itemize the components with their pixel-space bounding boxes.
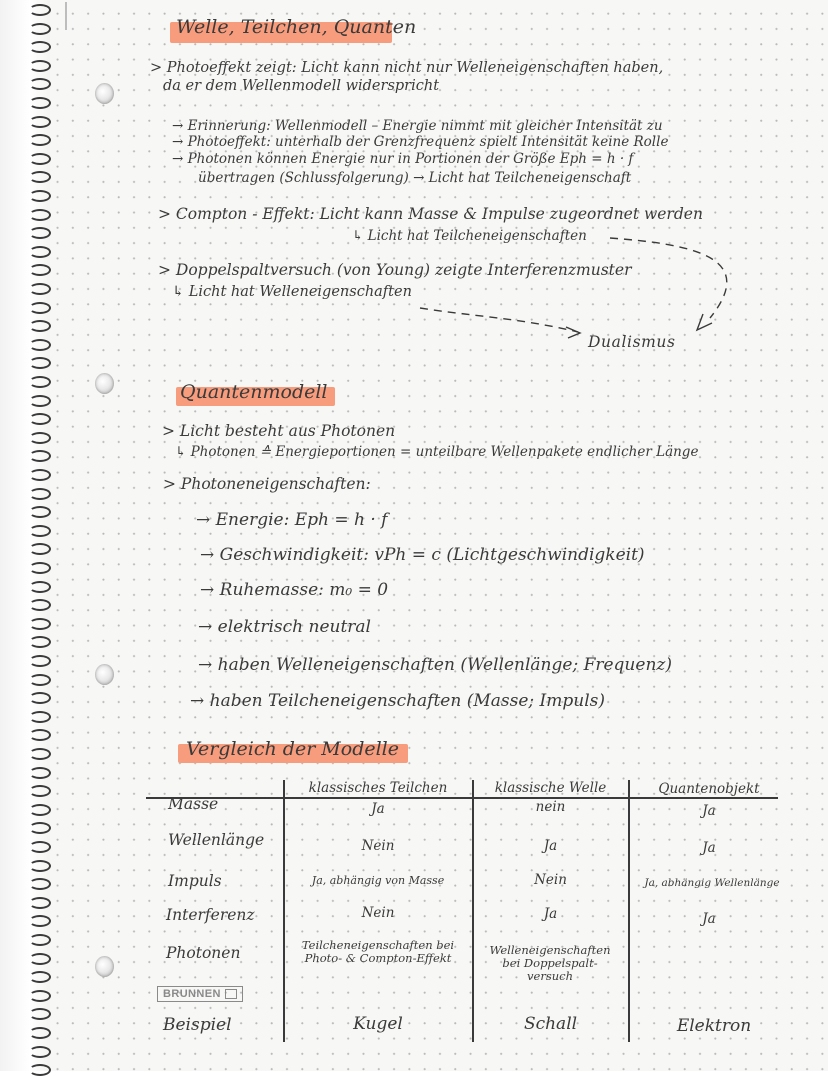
table-cell: Ja: [702, 840, 716, 856]
bullet-photoeffekt: → Photoeffekt: unterhalb der Grenzfrequenz spielt Intensität keine Rolle: [172, 134, 669, 150]
table-cell: Ja: [371, 801, 385, 817]
table-cell: Ja: [702, 911, 716, 927]
bullet-erinnerung: → Erinnerung: Wellenmodell – Energie nimmt mit gleicher Intensität zu: [172, 118, 663, 134]
section-title-vergleich: Vergleich der Modelle: [186, 738, 400, 760]
arrow-compton-to-dualismus: [610, 238, 727, 318]
photoneneigenschaften-head: > Photoneneigenschaften:: [163, 475, 371, 493]
row-label-impuls: Impuls: [168, 872, 222, 890]
table-cell: Welleneigenschaften bei Doppelspalt-versuch: [489, 943, 611, 983]
prop-ruhemasse: → Ruhemasse: m₀ = 0: [200, 580, 389, 600]
prop-wellen: → haben Welleneigenschaften (Wellenlänge; Frequenz): [198, 655, 672, 675]
table-cell: Ja, abhängig von Masse: [311, 874, 445, 887]
compton-line-1: > Compton - Effekt: Licht kann Masse & Impulse zugeordnet werden: [158, 205, 703, 223]
bullet-photonen-2: übertragen (Schlussfolgerung) → Licht hat Teilcheneigenschaft: [198, 170, 632, 186]
licht-line-1: > Licht besteht aus Photonen: [162, 422, 396, 440]
section-title-quantenmodell: Quantenmodell: [180, 381, 328, 403]
row-label-wellenlaenge: Wellenlänge: [168, 831, 265, 849]
doppelspalt-line-2: ↳ Licht hat Welleneigenschaften: [172, 284, 412, 300]
table-cell: Schall: [523, 1014, 578, 1034]
brunnen-logo: BRUNNEN: [157, 986, 243, 1002]
licht-line-2: ↳ Photonen ≙ Energieportionen = unteilbare Wellenpakete endlicher Länge: [175, 444, 699, 460]
row-label-interferenz: Interferenz: [166, 906, 255, 924]
row-label-photonen: Photonen: [166, 944, 241, 962]
table-header-klassische-welle: klassische Welle: [494, 780, 607, 796]
table-cell: Nein: [534, 872, 567, 888]
photoeffekt-line-2: da er dem Wellenmodell widerspricht: [163, 78, 440, 94]
table-cell: Ja: [543, 906, 558, 922]
table-cell: Ja: [702, 803, 716, 819]
table-cell: Nein: [361, 905, 395, 921]
prop-elektrisch: → elektrisch neutral: [198, 617, 371, 637]
table-cell: Ja, abhängig Wellenlänge: [644, 877, 780, 889]
table-cell: Kugel: [353, 1014, 403, 1034]
bullet-photonen-1: → Photonen können Energie nur in Portionen der Größe Eph = h · f: [172, 151, 634, 167]
table-cell: nein: [535, 799, 566, 815]
doppelspalt-line-1: > Doppelspaltversuch (von Young) zeigte Interferenzmuster: [158, 261, 632, 279]
row-label-beispiel: Beispiel: [163, 1015, 232, 1035]
prop-energie: → Energie: Eph = h · f: [196, 510, 388, 530]
arrowhead: [566, 327, 580, 338]
prop-geschwindigkeit: → Geschwindigkeit: vPh = c (Lichtgeschwindigkeit): [200, 545, 645, 565]
row-label-masse: Masse: [168, 795, 219, 813]
table-cell: Teilcheneigenschaften bei Photo- & Compton-Effekt: [301, 938, 455, 965]
table-cell: Nein: [361, 838, 395, 854]
dualismus-label: Dualismus: [588, 333, 676, 351]
table-header-quantenobjekt: Quantenobjekt: [658, 781, 760, 797]
compton-line-2: ↳ Licht hat Teilcheneigenschaften: [352, 228, 587, 244]
arrowhead: [697, 314, 712, 330]
arrow-doppelspalt-to-dualismus: [420, 308, 578, 332]
table-cell: Ja: [543, 838, 558, 854]
section-title-welle: Welle, Teilchen, Quanten: [176, 16, 417, 38]
table-cell: Elektron: [676, 1016, 752, 1036]
table-header-klassisches-teilchen: klassisches Teilchen: [308, 780, 448, 796]
prop-teilchen: → haben Teilcheneigenschaften (Masse; Impuls): [190, 691, 605, 711]
photoeffekt-line-1: > Photoeffekt zeigt: Licht kann nicht nur Welleneigenschaften haben,: [150, 60, 664, 76]
